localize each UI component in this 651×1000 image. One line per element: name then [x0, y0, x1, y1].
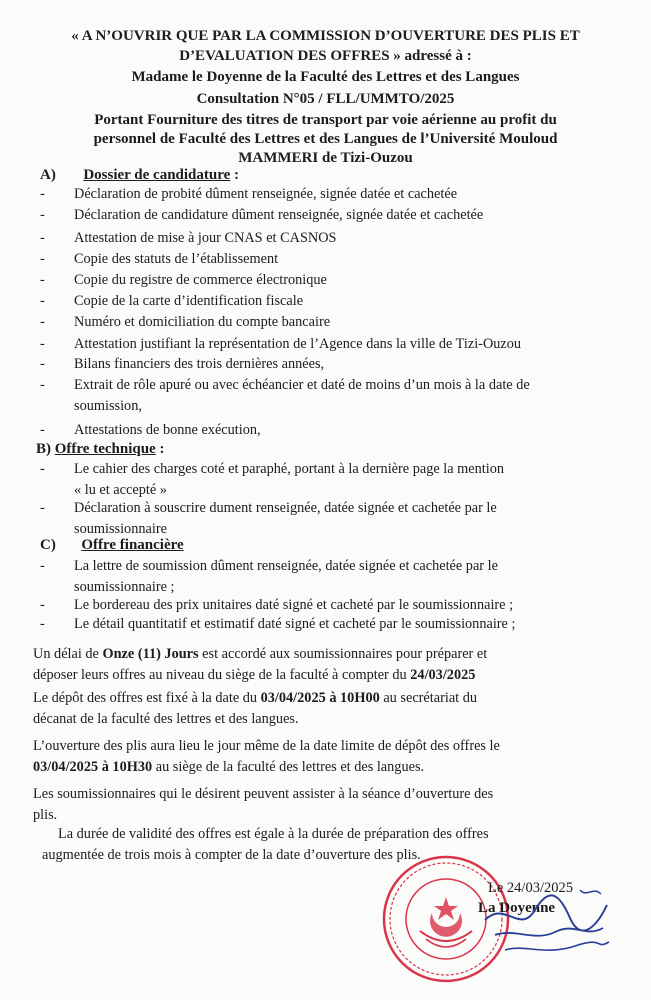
- header-line-1: « A N’OUVRIR QUE PAR LA COMMISSION D’OUVERTURE DES PLIS ET: [71, 28, 580, 44]
- list-item-text: Le cahier des charges coté et paraphé, portant à la dernière page la mention: [74, 461, 505, 477]
- paragraph-opening: [33, 736, 607, 778]
- paragraph-text: déposer leurs offres au niveau du siège de la faculté à compter du: [33, 667, 411, 683]
- list-item-text: Numéro et domiciliation du compte bancaire: [74, 314, 331, 330]
- paragraph-text: augmentée de trois mois à compter de la date d’ouverture des plis.: [42, 847, 421, 863]
- list-item-text: Attestations de bonne exécution,: [74, 422, 261, 438]
- paragraph-text: Un délai de: [33, 646, 103, 662]
- paragraph-validity: [58, 824, 606, 845]
- document-page: « A N’OUVRIR QUE PAR LA COMMISSION D’OUVERTURE DES PLIS ET D’EVALUATION DES OFFRES » adressé à : Madame le Doyenne de la Faculté des Lettres et des Langues Consultation N°05 / FLL/UMMTO/2025 Portant Fourniture des titres de transport par voie aérienne au profit du personnel de Faculté des Lettres et des Langues de l’Université Mouloud MAMMERI de Tizi-Ouzou A) Dossier de candidature : - Déclaration de probité dûment renseignée, signée datée et cachetée - Déclaration de candidature dûment renseignée, signée datée et cachetée - Attestation de mise à jour CNAS et CASNOS - Copie des statuts de l’établissement - Copie du registre de commerce électronique - Copie de la carte d’identification fiscale - Numéro et domiciliation du compte bancaire - Attestation justifiant la représentation de l’Agence dans la ville de Tizi-Ouzou - Bilans financiers des trois dernières années, - Extrait de rôle apuré ou avec échéancier et daté de moins d’un mois à la date de soumission, - Attestations de bonne exécution, B) Offre technique : - Le cahier des charges coté et paraphé, portant à la dernière page la mention « lu et accepté » - Déclaration à souscrire dument renseignée, datée signée et cachetée par le soumissionnaire C) Offre financière - La lettre de soumission dûment renseignée, datée signée et cachetée par le soumissionnaire ; - Le bordereau des prix unitaires daté signé et cacheté par le soumissionnaire ; - Le détail quantitatif et estimatif daté signé et cacheté par le soumissionnaire ; Un délai de Onze (11) Jours est accordé aux soumissionnaires pour préparer et déposer leurs offres au niveau du siège de la faculté à compter du 24/03/2025 Le dépôt des offres est fixé à la date du 03/04/2025 à 10H00 au secrétariat du décanat de la faculté des lettres et des langues. L’ouverture des plis aura lieu le jour même de la date limite de dépôt des offres le 03/04/2025 à 10H30 au siège de la faculté des lettres et des langues. Les soumissionnaires qui le désirent peuvent assister à la séance d’ouverture des plis. La durée de validité des offres est égale à la durée de préparation des offres augmentée de trois mois à compter de la date d’ouverture des plis. Le 24/03/2025 La Doyenne: [0, 0, 651, 1000]
- section-b-heading: [36, 441, 164, 458]
- paragraph-attendance: [33, 784, 607, 826]
- consultation-number: Consultation N°05 / FLL/UMMTO/2025: [196, 91, 455, 107]
- paragraph-text: est accordé aux soumissionnaires pour préparer et: [198, 646, 488, 662]
- list-item-text: Déclaration à souscrire dument renseignée, datée signée et cachetée par le: [74, 500, 497, 516]
- list-item-text: Attestation de mise à jour CNAS et CASNOS: [74, 230, 337, 246]
- start-date: 24/03/2025: [410, 667, 476, 683]
- list-item-text-continued: « lu et accepté »: [74, 482, 167, 498]
- section-title: Offre technique: [54, 441, 156, 457]
- section-title: Dossier de candidature: [83, 167, 231, 183]
- header-line-6: personnel de Faculté des Lettres et des Langues de l’Université Mouloud: [93, 131, 558, 147]
- list-item-text: Extrait de rôle apuré ou avec échéancier et daté de moins d’un mois à la date de: [74, 377, 530, 393]
- signatory-title: La Doyenne: [478, 900, 556, 916]
- list-item-text: Attestation justifiant la représentation de l’Agence dans la ville de Tizi-Ouzou: [74, 336, 522, 352]
- paragraph-deposit: [33, 688, 607, 730]
- list-item-text-continued: soumission,: [74, 398, 142, 414]
- opening-date: 03/04/2025 à 10H30: [33, 759, 153, 775]
- list-item-text: La lettre de soumission dûment renseignée, datée signée et cachetée par le: [74, 558, 498, 574]
- list-item-text: Le bordereau des prix unitaires daté signé et cacheté par le soumissionnaire ;: [74, 597, 514, 613]
- deposit-date: 03/04/2025 à 10H00: [260, 690, 380, 706]
- paragraph-validity-continued: [42, 845, 602, 866]
- paragraph-text: La durée de validité des offres est égale à la durée de préparation des offres: [58, 826, 489, 842]
- header-line-7: MAMMERI de Tizi-Ouzou: [238, 150, 413, 166]
- handwritten-signature-icon: [475, 880, 615, 960]
- paragraph-text: L’ouverture des plis aura lieu le jour même de la date limite de dépôt des offres le: [33, 738, 500, 754]
- section-letter: A): [40, 167, 56, 183]
- list-item-text-continued: soumissionnaire ;: [74, 579, 175, 595]
- section-suffix: :: [230, 167, 240, 183]
- paragraph-text: Le dépôt des offres est fixé à la date du: [33, 690, 261, 706]
- section-letter: B): [36, 441, 51, 457]
- section-letter: C): [40, 537, 56, 553]
- duration-highlight: Onze (11) Jours: [102, 646, 199, 662]
- header-line-3: Madame le Doyenne de la Faculté des Lettres et des Langues: [131, 69, 520, 85]
- section-a-heading: [40, 167, 239, 184]
- paragraph-text: au secrétariat du: [379, 690, 478, 706]
- list-item-text: Copie de la carte d’identification fiscale: [74, 293, 304, 309]
- list-item-text: Copie des statuts de l’établissement: [74, 251, 279, 267]
- paragraph-text: décanat de la faculté des lettres et des langues.: [33, 711, 299, 727]
- section-c-heading: [40, 537, 184, 554]
- paragraph-text: au siège de la faculté des lettres et des langues.: [152, 759, 425, 775]
- list-item-text-continued: soumissionnaire: [74, 521, 167, 537]
- section-suffix: :: [155, 441, 165, 457]
- list-item-text: Déclaration de candidature dûment renseignée, signée datée et cachetée: [74, 207, 484, 223]
- signature-date: Le 24/03/2025: [488, 880, 573, 896]
- list-item-text: Bilans financiers des trois dernières années,: [74, 356, 325, 372]
- list-item-text: Déclaration de probité dûment renseignée, signée datée et cachetée: [74, 186, 458, 202]
- paragraph-text: Les soumissionnaires qui le désirent peuvent assister à la séance d’ouverture des: [33, 786, 494, 802]
- header-line-5: Portant Fourniture des titres de transport par voie aérienne au profit du: [94, 112, 557, 128]
- section-title: Offre financière: [81, 537, 184, 553]
- header-line-2: D’EVALUATION DES OFFRES » adressé à :: [179, 48, 472, 64]
- paragraph-text: plis.: [33, 807, 58, 823]
- list-item-text: Le détail quantitatif et estimatif daté signé et cacheté par le soumissionnaire ;: [74, 616, 516, 632]
- paragraph-delay: [33, 644, 607, 686]
- list-item-text: Copie du registre de commerce électronique: [74, 272, 327, 288]
